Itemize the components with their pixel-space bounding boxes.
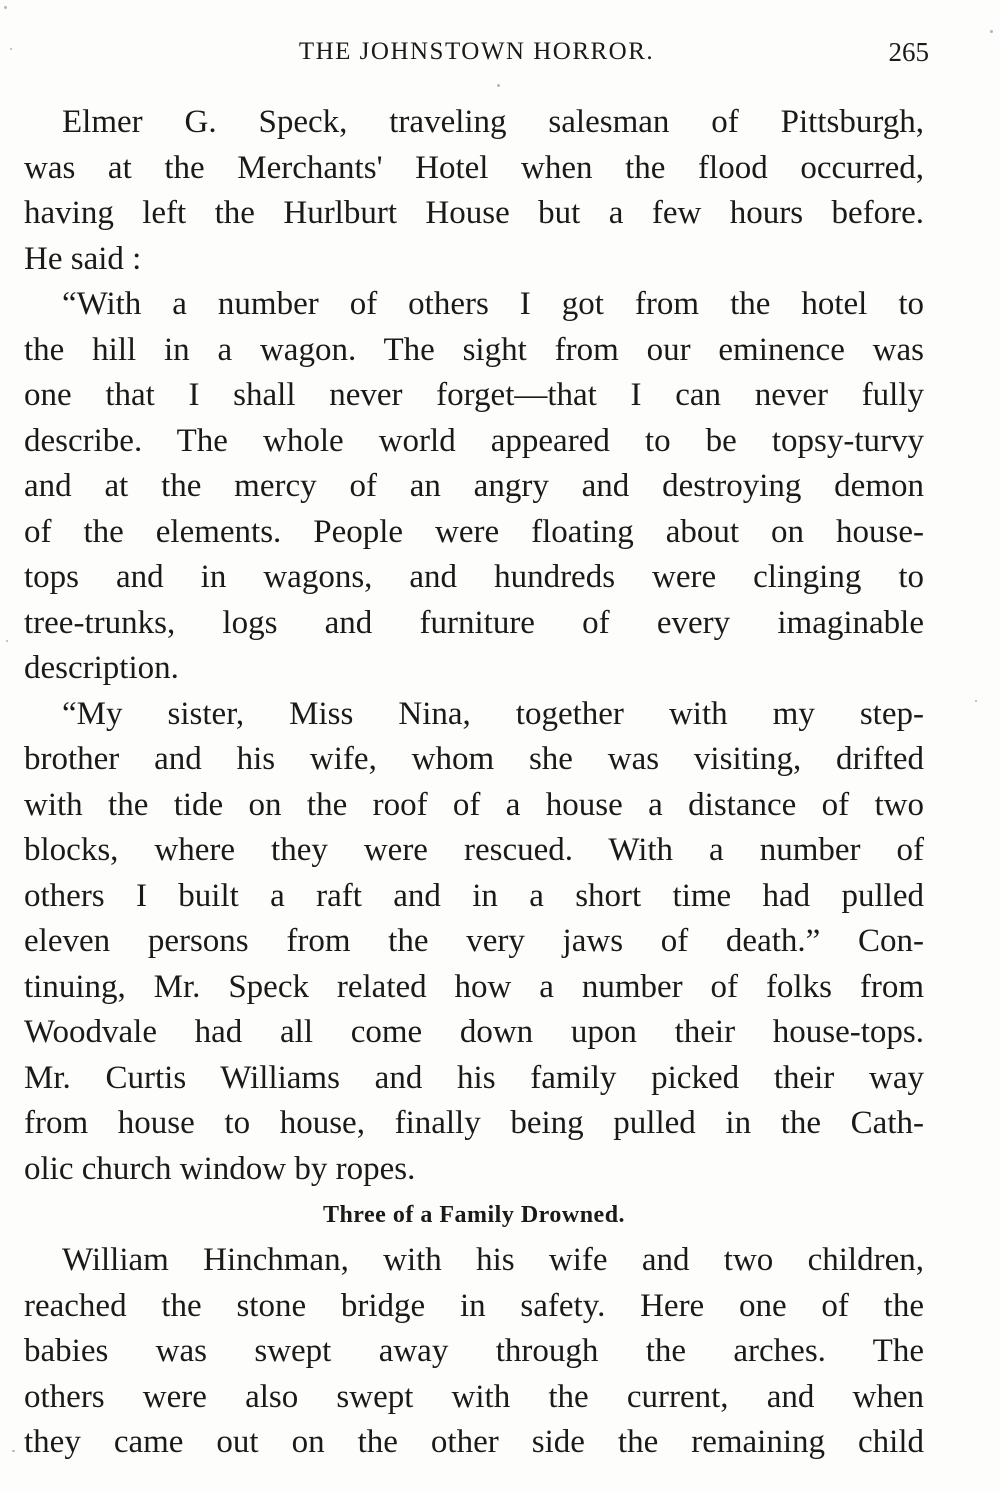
text-line: they came out on the other side the remaining child [24,1424,924,1460]
text-line: tinuing, Mr. Speck related how a number of folks from [24,968,924,1005]
paragraph [24,282,924,692]
text-line: of the elements. People were floating about on house- [24,513,924,550]
text-line: was at the Merchants' Hotel when the flood occurred, [24,149,924,186]
paragraph [24,692,924,1193]
running-title: THE JOHNSTOWN HORROR. [298,38,655,65]
text-line: others I built a raft and in a short time had pulled [24,877,924,914]
scan-speck [6,640,8,642]
scan-watermark [330,1410,336,1432]
text-line: Woodvale had all come down upon their house-tops. [24,1014,924,1050]
text-line: tops and in wagons, and hundreds were clinging to [24,559,924,595]
text-line: and at the mercy of an angry and destroying demon [24,468,924,504]
scan-speck [497,84,500,87]
text-line: William Hinchman, with his wife and two children, [62,1242,924,1278]
text-line: He said : [24,240,142,277]
text-line: “My sister, Miss Nina, together with my step- [62,695,924,732]
text-line: eleven persons from the very jaws of death.” Con- [24,923,924,959]
text-line: having left the Hurlburt House but a few hours before. [24,195,924,231]
scan-speck [12,1450,15,1452]
scan-speck [10,48,12,50]
text-line: reached the stone bridge in safety. Here one of the [24,1287,924,1324]
text-line: the hill in a wagon. The sight from our eminence was [24,331,924,368]
text-line: describe. The whole world appeared to be topsy-turvy [24,422,924,459]
text-line: others were also swept with the current, and when [24,1378,924,1415]
text-line: “With a number of others I got from the hotel to [62,286,924,322]
section-subheading: Three of a Family Drowned. [322,1202,626,1228]
text-line: with the tide on the roof of a house a distance of two [24,786,924,823]
text-line: blocks, where they were rescued. With a number of [24,832,924,868]
running-head [24,32,929,72]
body-text [24,100,924,1466]
text-line: description. [24,650,179,686]
text-line: babies was swept away through the arches. The [24,1333,924,1369]
page-number: 265 [888,37,929,67]
paragraph [24,1238,924,1466]
text-line: from house to house, finally being pulled in the Cath- [24,1105,924,1141]
text-line: Elmer G. Speck, traveling salesman of Pittsburgh, [62,104,924,140]
scan-speck [990,30,993,33]
text-line: one that I shall never forget—that I can never fully [24,377,924,413]
text-line: brother and his wife, whom she was visiting, drifted [24,741,924,777]
scan-speck [4,6,7,9]
paragraph [24,100,924,282]
scan-speck [975,700,977,702]
text-line: Mr. Curtis Williams and his family picked their way [24,1059,924,1096]
text-line: olic church window by ropes. [24,1150,416,1187]
text-line: tree-trunks, logs and furniture of every imaginable [24,604,924,641]
